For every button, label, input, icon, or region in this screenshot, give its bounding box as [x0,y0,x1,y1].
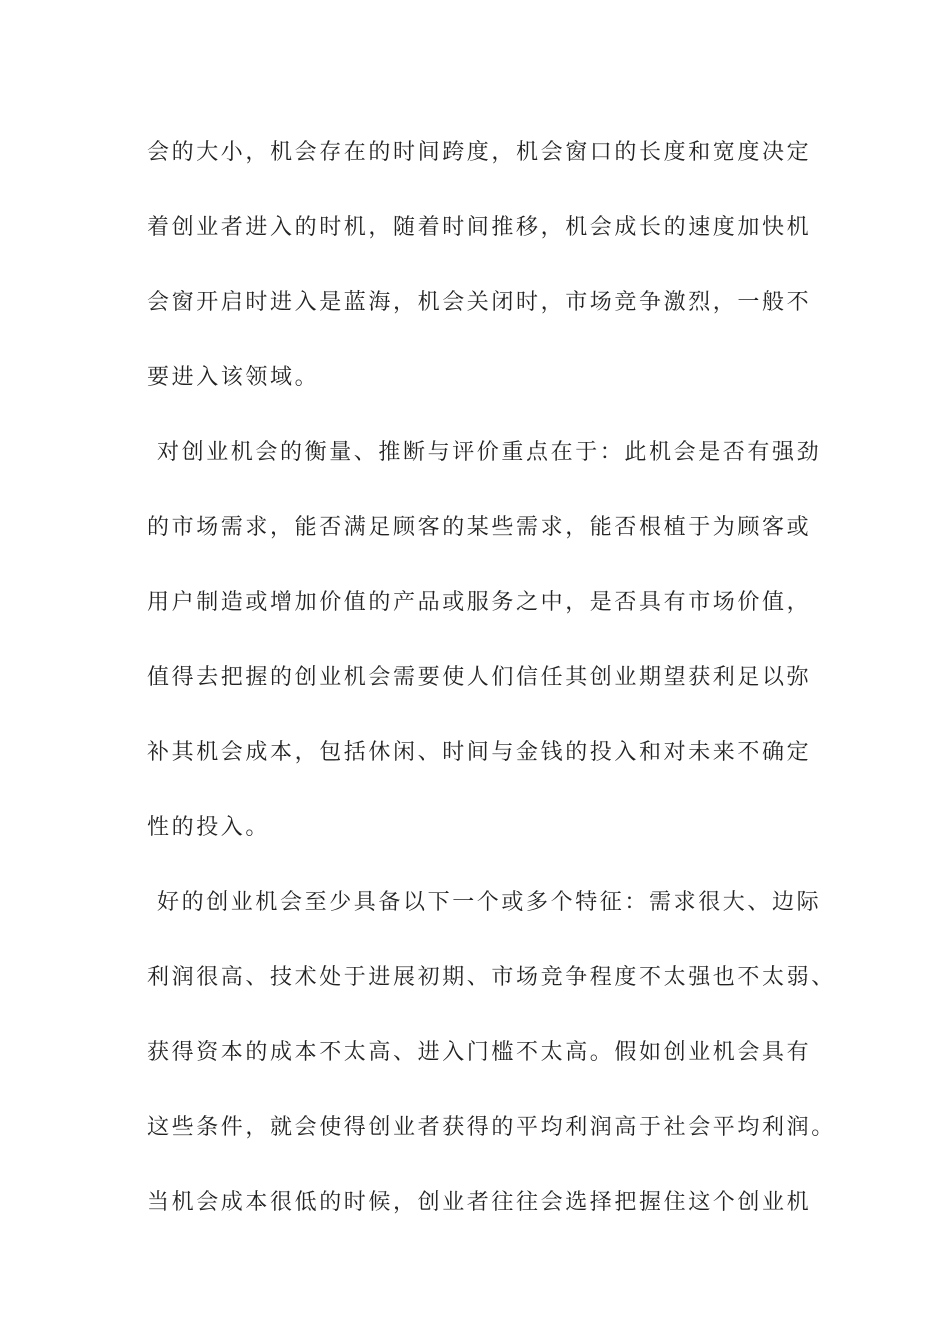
text-line: 的市场需求，能否满足顾客的某些需求，能否根植于为顾客或 [147,515,812,540]
text-line: 当机会成本很低的时候，创业者往往会选择把握住这个创业机 [147,1190,812,1215]
text-line: 会窗开启时进入是蓝海，机会关闭时，市场竞争激烈，一般不 [147,290,812,315]
text-line: 补其机会成本，包括休闲、时间与金钱的投入和对未来不确定 [147,740,812,765]
text-line: 着创业者进入的时机，随着时间推移，机会成长的速度加快机 [147,215,812,240]
text-line: 利润很高、技术处于进展初期、市场竞争程度不太强也不太弱、 [147,965,836,990]
text-line: 会的大小，机会存在的时间跨度，机会窗口的长度和宽度决定 [147,140,812,165]
paragraph-start-line: 对创业机会的衡量、推断与评价重点在于：此机会是否有强劲 [157,440,822,465]
text-line: 用户制造或增加价值的产品或服务之中，是否具有市场价值， [147,590,812,615]
text-line: 要进入该领域。 [147,365,320,390]
body-text [147,131,837,1256]
paragraph-start-line: 好的创业机会至少具备以下一个或多个特征：需求很大、边际 [157,890,822,915]
text-line: 性的投入。 [147,815,271,840]
text-line: 值得去把握的创业机会需要使人们信任其创业期望获利足以弥 [147,665,812,690]
text-line: 获得资本的成本不太高、进入门槛不太高。假如创业机会具有 [147,1040,812,1065]
text-line: 这些条件，就会使得创业者获得的平均利润高于社会平均利润。 [147,1115,836,1140]
